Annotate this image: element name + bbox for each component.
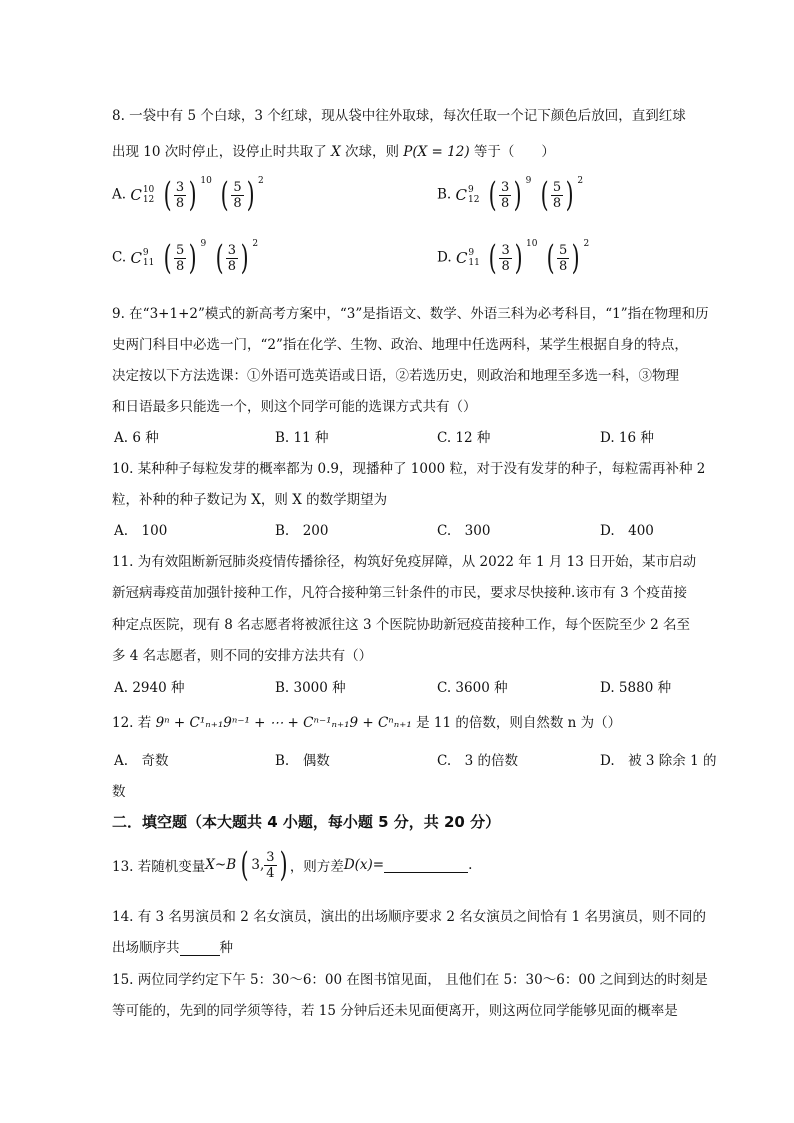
q13-distribution: X~B — [205, 857, 237, 873]
q15-line-1: 15. 两位同学约定下午 5：30～6：00 在图书馆见面， 且他们在 5：30～6：00 之间到达的时刻是 — [112, 972, 708, 988]
q9-option-b[interactable]: B. 11 种 — [275, 430, 329, 446]
q13-end: . — [468, 857, 473, 873]
q9-option-c[interactable]: C. 12 种 — [437, 430, 491, 446]
q12-option-d-wrap: 数 — [112, 784, 126, 800]
q8-option-label: A. — [112, 186, 127, 203]
q13-line: 13. 若随机变量 X~B ( 3 , $\frac{3}{4}$ ) ，则方差 D(x) = . — [112, 845, 473, 885]
q8-option-b[interactable]: B. C 9 12 ( $\frac{3}{8}$ ) $^9$ ( $\frac{5}{8}$ ) $^2$ — [437, 175, 584, 215]
q14-line-1: 14. 有 3 名男演员和 2 名女演员，演出的出场顺序要求 2 名女演员之间恰有 1 名男演员，则不同的 — [112, 909, 706, 925]
q8-option-label: C. — [112, 249, 127, 266]
q11-option-d[interactable]: D. 5880 种 — [600, 680, 672, 696]
section-title: 二．填空题（本大题共 4 小题，每小题 5 分，共 20 分） — [112, 813, 501, 831]
q9-line-1: 9. 在“3+1+2”模式的新高考方案中，“3”是指语文、数学、外语三科为必考科目，“1”指在物理和历 — [112, 306, 709, 322]
q8-option-d[interactable]: D. C 9 11 ( $\frac{3}{8}$ ) $^{10}$ ( $\frac{5}{8}$ ) $^2$ — [437, 238, 590, 278]
q14-text-b: 种 — [219, 940, 233, 956]
q13-variance-expr: D(x) — [343, 857, 373, 873]
q12-line-1 — [112, 711, 621, 731]
q11-line-4: 多 4 名志愿者，则不同的安排方法共有（） — [112, 648, 373, 664]
q12-suffix: 是 11 的倍数，则自然数 n 为（） — [411, 715, 622, 731]
q14-text-a: 出场顺序共 — [112, 940, 180, 956]
q8-option-label: B. — [437, 186, 452, 203]
q8-option-label: D. — [437, 249, 452, 266]
q11-option-b[interactable]: B. 3000 种 — [275, 680, 346, 696]
q9-line-3: 决定按以下方法选课：①外语可选英语或日语，②若选历史，则政治和地理至多选一科，③物理 — [112, 368, 679, 384]
q8-prob-expr: P(X = 12) — [403, 144, 470, 160]
q8-option-a[interactable]: A. C 10 12 ( $\frac{3}{8}$ ) $^{10}$ ( $\frac{5}{8}$ ) $^2$ — [112, 175, 264, 215]
q12-expression: 9ⁿ + C¹ₙ₊₁9ⁿ⁻¹ + ⋯ + Cⁿ⁻¹ₙ₊₁9 + Cⁿₙ₊₁ — [155, 715, 412, 731]
binomial-coefficient: C 9 11 — [455, 248, 480, 268]
q10-option-c[interactable]: C. 300 — [437, 523, 491, 539]
q8-var-x: X — [331, 144, 341, 160]
q9-option-d[interactable]: D. 16 种 — [600, 430, 654, 446]
q11-line-1: 11. 为有效阻断新冠肺炎疫情传播徐径，构筑好免疫屏障，从 2022 年 1 月 13 日开始，某市启动 — [112, 554, 697, 570]
q8-text-b: 次球，则 — [340, 144, 404, 160]
q9-line-4: 和日语最多只能选一个，则这个同学可能的选课方式共有（） — [112, 399, 477, 415]
q13-mid: ，则方差 — [289, 859, 344, 875]
q14-line-2 — [112, 936, 233, 956]
q8-text-a: 出现 10 次时停止，设停止时共取了 — [112, 144, 332, 160]
q9-option-a[interactable]: A. 6 种 — [114, 430, 159, 446]
q11-line-3: 种定点医院，现有 8 名志愿者将被派往这 3 个医院协助新冠疫苗接种工作，每个医院至少 2 名至 — [112, 617, 691, 633]
q12-option-b[interactable]: B. 偶数 — [275, 753, 330, 769]
q12-prefix: 12. 若 — [112, 715, 156, 731]
q14-answer-blank[interactable] — [180, 941, 220, 956]
q13-prefix: 13. 若随机变量 — [112, 859, 206, 875]
q12-option-a[interactable]: A. 奇数 — [114, 753, 169, 769]
q10-option-b[interactable]: B. 200 — [275, 523, 329, 539]
q8-line-1: 8. 一袋中有 5 个白球，3 个红球，现从袋中往外取球，每次任取一个记下颜色后放回，直到红球 — [112, 108, 686, 124]
q15-line-2: 等可能的，先到的同学须等待，若 15 分钟后还未见面便离开，则这两位同学能够见面的概率是 — [112, 1003, 678, 1019]
q10-option-a[interactable]: A. 100 — [114, 523, 168, 539]
q12-option-c[interactable]: C. 3 的倍数 — [437, 753, 519, 769]
binomial-coefficient: C 9 12 — [455, 185, 480, 205]
q13-answer-blank[interactable] — [384, 858, 468, 873]
q10-line-2: 粒，补种的种子数记为 X，则 X 的数学期望为 — [112, 492, 388, 508]
binomial-coefficient: C 10 12 — [130, 185, 155, 205]
q12-option-d[interactable]: D. 被 3 除余 1 的 — [600, 753, 717, 769]
q8-line-2 — [112, 140, 555, 160]
q8-option-c[interactable]: C. C 9 11 ( $\frac{5}{8}$ ) $^9$ ( $\frac{3}{8}$ ) $^2$ — [112, 238, 259, 278]
q10-option-d[interactable]: D. 400 — [600, 523, 654, 539]
q10-line-1: 10. 某种种子每粒发芽的概率都为 0.9，现播种了 1000 粒，对于没有发芽的种子，每粒需再补种 2 — [112, 461, 706, 477]
q13-equals: = — [372, 857, 385, 873]
q9-line-2: 史两门科目中必选一门，“2”指在化学、生物、政治、地理中任选两科，某学生根据自身的特点， — [112, 337, 688, 353]
q11-line-2: 新冠病毒疫苗加强针接种工作，凡符合接种第三针条件的市民，要求尽快接种.该市有 3 个疫苗接 — [112, 585, 687, 601]
binomial-coefficient: C 9 11 — [130, 248, 155, 268]
q11-option-c[interactable]: C. 3600 种 — [437, 680, 508, 696]
q8-text-c: 等于（ ） — [469, 144, 555, 160]
q11-option-a[interactable]: A. 2940 种 — [114, 680, 185, 696]
